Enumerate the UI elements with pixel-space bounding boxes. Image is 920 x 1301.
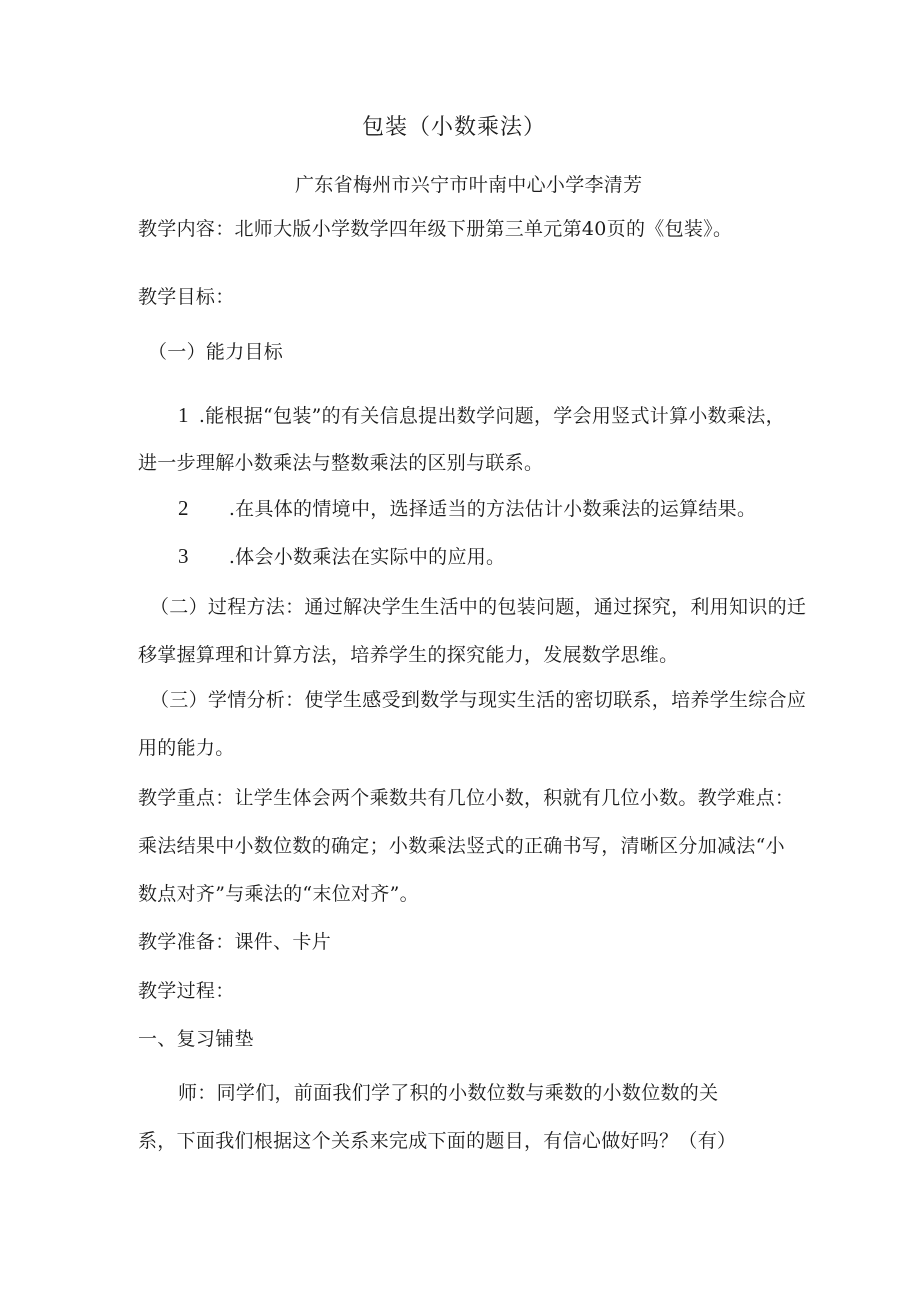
page-title: 包装（小数乘法）	[362, 115, 547, 140]
item-number: 2	[178, 496, 189, 520]
key-points-line-2: 乘法结果中小数位数的确定；小数乘法竖式的正确书写，清晰区分加减法“小	[138, 835, 785, 857]
item-number: 1	[178, 403, 189, 427]
author-line: 广东省梅州市兴宁市叶南中心小学李清芳	[295, 174, 643, 196]
objective-item-1-continuation: 进一步理解小数乘法与整数乘法的区别与联系。	[138, 452, 544, 474]
review-heading: 一、复习铺垫	[138, 1028, 254, 1050]
objective-item-1	[178, 403, 785, 428]
item-number: 3	[178, 544, 189, 568]
process-method-line-1: （二）过程方法：通过解决学生生活中的包装问题，通过探究，利用知识的迁	[150, 596, 807, 618]
process-method-line-2: 移掌握算理和计算方法，培养学生的探究能力，发展数学思维。	[138, 644, 679, 666]
objective-item-3	[178, 544, 505, 569]
item-text: .体会小数乘法在实际中的应用。	[228, 546, 506, 568]
analysis-line-2: 用的能力。	[138, 737, 235, 759]
key-points-line-3: 数点对齐”与乘法的“末位对齐”。	[138, 883, 419, 905]
teacher-line-1: 师：同学们，前面我们学了积的小数位数与乘数的小数位数的关	[178, 1082, 719, 1104]
item-text: .在具体的情境中，选择适当的方法估计小数乘法的运算结果。	[228, 498, 757, 520]
preparation-line: 教学准备：课件、卡片	[138, 931, 332, 953]
analysis-line-1: （三）学情分析：使学生感受到数学与现实生活的密切联系，培养学生综合应	[150, 689, 807, 711]
key-points-line-1: 教学重点：让学生体会两个乘数共有几位小数，积就有几位小数。教学难点：	[138, 787, 795, 809]
objective-item-2	[178, 496, 756, 521]
ability-heading: （一）能力目标	[148, 341, 284, 363]
objectives-heading: 教学目标：	[138, 286, 235, 308]
process-heading: 教学过程：	[138, 980, 235, 1002]
item-text: .能根据“包装”的有关信息提出数学问题，学会用竖式计算小数乘法，	[198, 405, 785, 427]
teaching-content: 教学内容：北师大版小学数学四年级下册第三单元第40页的《包装》。	[138, 218, 733, 240]
teacher-line-2: 系，下面我们根据这个关系来完成下面的题目，有信心做好吗？（有）	[138, 1130, 737, 1152]
